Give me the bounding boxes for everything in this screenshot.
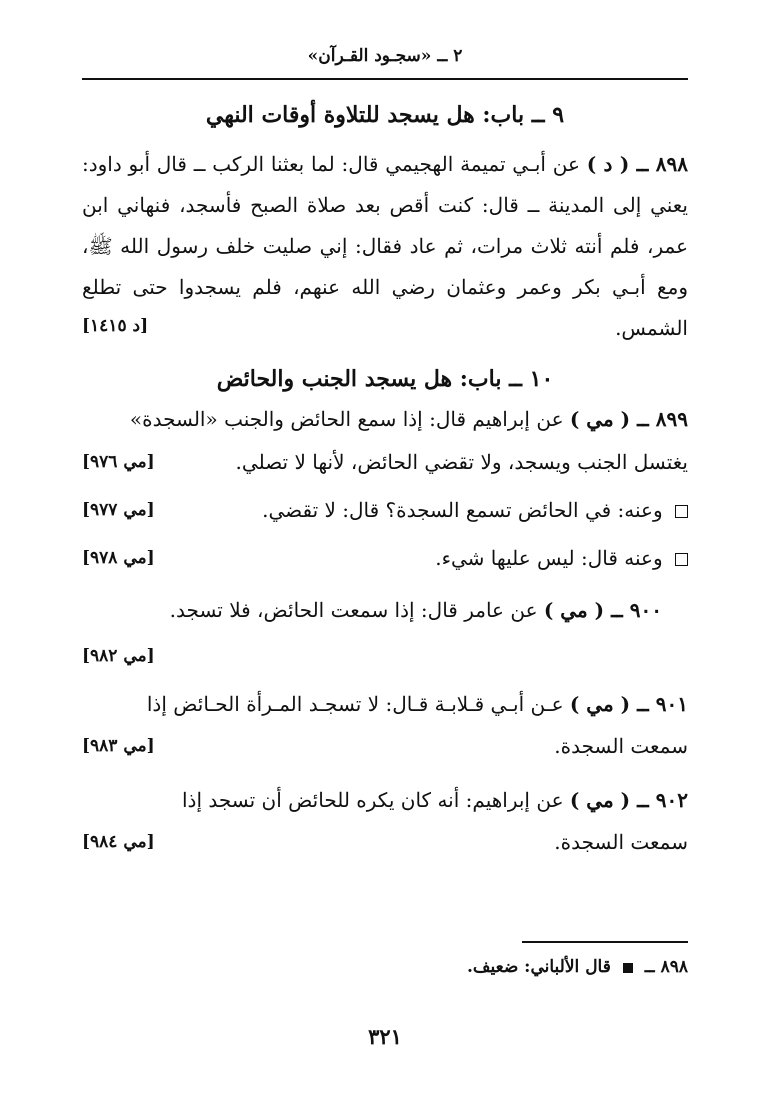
hadith-901-line-2 xyxy=(82,734,688,770)
hadith-898-number: ٨٩٨ ــ ( د ) xyxy=(586,152,689,176)
hadith-901-text-2: سمعت السجدة. xyxy=(554,734,688,758)
page-number: ٣٢١ xyxy=(368,1024,402,1049)
hadith-902-line-1 xyxy=(82,788,688,824)
hadith-899-ref: [مي ٩٧٦] xyxy=(82,452,155,472)
chapter-heading-10: ١٠ ــ باب: هل يسجد الجنب والحائض xyxy=(216,366,554,392)
footnote-rule xyxy=(522,941,688,943)
hadith-901-number: ٩٠١ ــ ( مي ) xyxy=(569,692,688,716)
hadith-899-text-2: يغتسل الجنب ويسجد، ولا تقضي الحائض، لأنها لا تصلي. xyxy=(235,450,688,474)
sub-narration-2-text: وعنه قال: ليس عليها شيء. xyxy=(435,546,663,570)
running-header: ٢ ــ «سجـود القـرآن» xyxy=(307,46,463,66)
hadith-901-ref: [مي ٩٨٣] xyxy=(82,736,155,756)
hadith-902-text-2: سمعت السجدة. xyxy=(554,830,688,854)
header-rule xyxy=(82,78,688,80)
hadith-900-ref: [مي ٩٨٢] xyxy=(82,646,155,666)
square-bullet-icon xyxy=(675,505,688,518)
square-bullet-icon xyxy=(675,553,688,566)
footnote-number: ٨٩٨ ــ xyxy=(644,957,688,977)
hadith-902-line-2 xyxy=(82,830,688,866)
hadith-902-ref: [مي ٩٨٤] xyxy=(82,832,155,852)
footnote-text: قال الألباني: ضعيف. xyxy=(466,957,611,977)
hadith-899-line-2 xyxy=(82,450,688,486)
hadith-901-text-1: عـن أبـي قـلابـة قـال: لا تسجـد المـرأة الحـائض إذا xyxy=(146,692,564,716)
hadith-898-ref: [د ١٤١٥] xyxy=(82,316,149,336)
footnote xyxy=(82,957,688,977)
sub-narration-1-text: وعنه: في الحائض تسمع السجدة؟ قال: لا تقضي. xyxy=(262,498,663,522)
filled-square-icon xyxy=(623,963,633,973)
hadith-898 xyxy=(82,144,688,349)
hadith-902-number: ٩٠٢ ــ ( مي ) xyxy=(569,788,688,812)
hadith-902-text-1: عن إبراهيم: أنه كان يكره للحائض أن تسجد إذا xyxy=(182,788,564,812)
hadith-899-line-1 xyxy=(82,407,688,443)
sub-narration-1 xyxy=(82,498,688,534)
hadith-899-number: ٨٩٩ ــ ( مي ) xyxy=(569,407,688,431)
sub-narration-2 xyxy=(82,546,688,582)
hadith-900-number: ٩٠٠ ــ ( مي ) xyxy=(543,598,662,622)
hadith-899-text-1: عن إبراهيم قال: إذا سمع الحائض والجنب «السجدة» xyxy=(129,407,564,431)
sub-narration-1-ref: [مي ٩٧٧] xyxy=(82,500,155,520)
hadith-900-line xyxy=(82,598,688,634)
chapter-heading-9: ٩ ــ باب: هل يسجد للتلاوة أوقات النهي xyxy=(205,102,565,128)
hadith-901-line-1 xyxy=(82,692,688,728)
hadith-900-text: عن عامر قال: إذا سمعت الحائض، فلا تسجد. xyxy=(169,598,538,622)
sub-narration-2-ref: [مي ٩٧٨] xyxy=(82,548,155,568)
hadith-898-text: عن أبـي تميمة الهجيمي قال: لما بعثنا الركب ــ قال أبو داود: يعني إلى المدينة ــ قال: كنت أقص بعد صلاة الصبح فأسجد، فنهاني ابن عمر، فلم أنته ثلاث مرات، ثم عاد فقال: إني صليت خلف رسول الله ﷺ، ومع أبـي بكر وعمر وعثمان رضي الله عنهم، فلم يسجدوا حتى تطلع الشمس. xyxy=(82,152,688,340)
